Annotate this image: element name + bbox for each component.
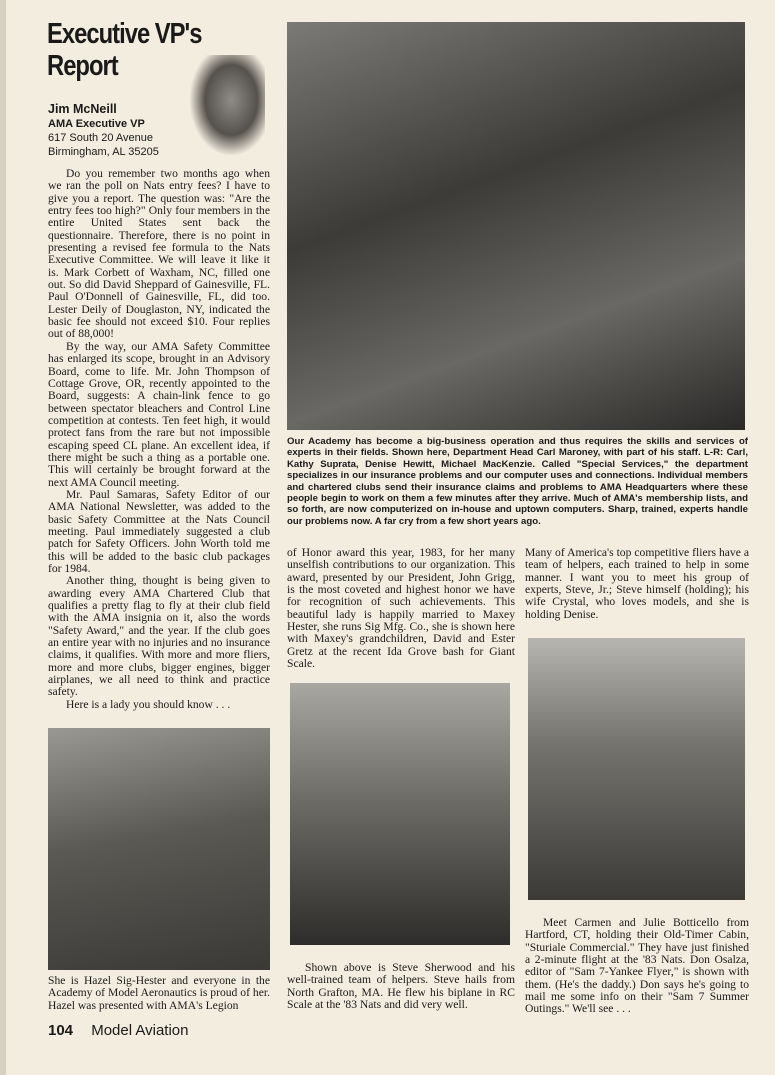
page-edge bbox=[0, 0, 6, 1075]
publication-name: Model Aviation bbox=[91, 1022, 189, 1039]
special-services-staff-photo bbox=[287, 22, 745, 430]
hazel-caption bbox=[48, 975, 270, 1012]
address-line-2: Birmingham, AL 35205 bbox=[48, 146, 159, 158]
byline bbox=[48, 101, 159, 159]
paragraph: of Honor award this year, 1983, for her many unselfish contributions to our organization. This award, presented by our President, John Grigg, is the most coveted and highest honor we have for recognition of such achievements. This beautiful lady is happily married to Maxey Hester, she runs Sig Mfg. Co., she is shown here with Maxey's grandchildren, David and Ester Gretz at the recent Ida Grove bash for Giant Scale. bbox=[287, 546, 515, 671]
author-name: Jim McNeill bbox=[48, 102, 117, 116]
article-column-2 bbox=[287, 547, 515, 670]
author-portrait-photo bbox=[190, 55, 265, 155]
botticello-caption bbox=[525, 917, 749, 1016]
title-line-1: Executive VP's bbox=[47, 18, 202, 50]
paragraph: Many of America's top competitive fliers have a team of helpers, each trained to help in some manner. I want you to meet his group of experts, Steve, Jr.; Steve himself (holding); his wife Crystal, who loves models, and she is holding Denise. bbox=[525, 546, 749, 621]
page-number: 104 bbox=[48, 1022, 74, 1039]
steve-sherwood-photo bbox=[290, 683, 510, 945]
main-photo-caption: Our Academy has become a big-business operation and thus requires the skills and services of experts in their fields. Shown here, Department Head Carl Maroney, with part of his staff. L-R: Carl, Kathy Suprata, Denise Hewitt, Michael MacKenzie. Called "Special Services," the department specializes in our insurance problems and our computer uses and connections. Individual members and chartered clubs send their insurance claims and problems to AMA Headquarters where these people begin to work on them a few minutes after they arrive. Much of AMA's membership lists, and so forth, are now computerized on in-house and uptown computers. Sharp, trained, experts handle our problems now. A far cry from a few short years ago. bbox=[287, 436, 748, 527]
sherwood-caption bbox=[287, 962, 515, 1011]
caption-text: Shown above is Steve Sherwood and his well-trained team of helpers. Steve hails from North Grafton, MA. He flew his biplane in RC Scale at the '83 Nats and did very well. bbox=[287, 961, 515, 1012]
paragraph: Mr. Paul Samaras, Safety Editor of our AMA National Newsletter, was added to the basic Safety Committee at the Nats Council meeting. Paul immediately suggested a club patch for Safety Officers. John Worth told me this will be added to the basic club packages for 1984. bbox=[48, 487, 270, 575]
page-footer bbox=[48, 1022, 189, 1039]
address-line-1: 617 South 20 Avenue bbox=[48, 132, 154, 144]
article-column-3 bbox=[525, 547, 749, 621]
botticello-photo bbox=[528, 638, 745, 900]
caption-text: Meet Carmen and Julie Botticello from Hartford, CT, holding their Old-Timer Cabin, "Sturiale Commercial." They have just finished a 2-minute flight at the '83 Nats. Don Osalza, editor of "Sam 7-Yankee Flyer," is shown with them. (He's the daddy.) Don says he's going to mail me some info on their "Sam 7 Summer Outings." We'll see . . . bbox=[525, 916, 749, 1016]
page-title bbox=[47, 18, 201, 82]
paragraph: Here is a lady you should know . . . bbox=[66, 697, 231, 711]
paragraph: Do you remember two months ago when we ran the poll on Nats entry fees? I have to give you a report. The question was: "Are the entry fees too high?" Only four members in the entire United States sent back the questionnaire. Therefore, there is no point in presenting a revised fee formula to the Nats Executive Committee. We will leave it like it is. Mark Corbett of Waxham, NC, filled one out. So did David Sheppard of Gainesville, FL. Paul O'Donnell of Gainesville, FL, did too. Lester Deily of Douglaston, NY, indicated the basic fee should not exceed $10. Four replies out of 88,000! bbox=[48, 167, 270, 341]
paragraph: Another thing, thought is being given to awarding every AMA Chartered Club that qualifies a pretty flag to fly at their club field with the AMA insignia on it, also the words "Safety Award," and the year. If the club goes an entire year with no injuries and no insurance claims, it qualifies. With more and more fliers, more and more clubs, bigger engines, bigger airplanes, we all need to think and practice safety. bbox=[48, 574, 270, 699]
author-role: AMA Executive VP bbox=[48, 118, 145, 130]
title-line-2: Report bbox=[47, 50, 118, 82]
article-column-1 bbox=[48, 168, 270, 711]
paragraph: By the way, our AMA Safety Committee has enlarged its scope, brought in an Advisory Board, come to life. Mr. John Thompson of Cottage Grove, OR, recently appointed to the Board, suggests: A chain-link fence to go between spectator bleachers and Control Line competition at contests. Ten feet high, it would protect fans from the rare but not impossible escaping speed CL plane. An excellent idea, if there might be such a thing as a portable one. This will certainly be brought forward at the next AMA Council meeting. bbox=[48, 339, 270, 489]
caption-text: She is Hazel Sig-Hester and everyone in the Academy of Model Aeronautics is proud of her. Hazel was presented with AMA's Legion bbox=[48, 974, 270, 1012]
hazel-sig-hester-photo bbox=[48, 728, 270, 970]
